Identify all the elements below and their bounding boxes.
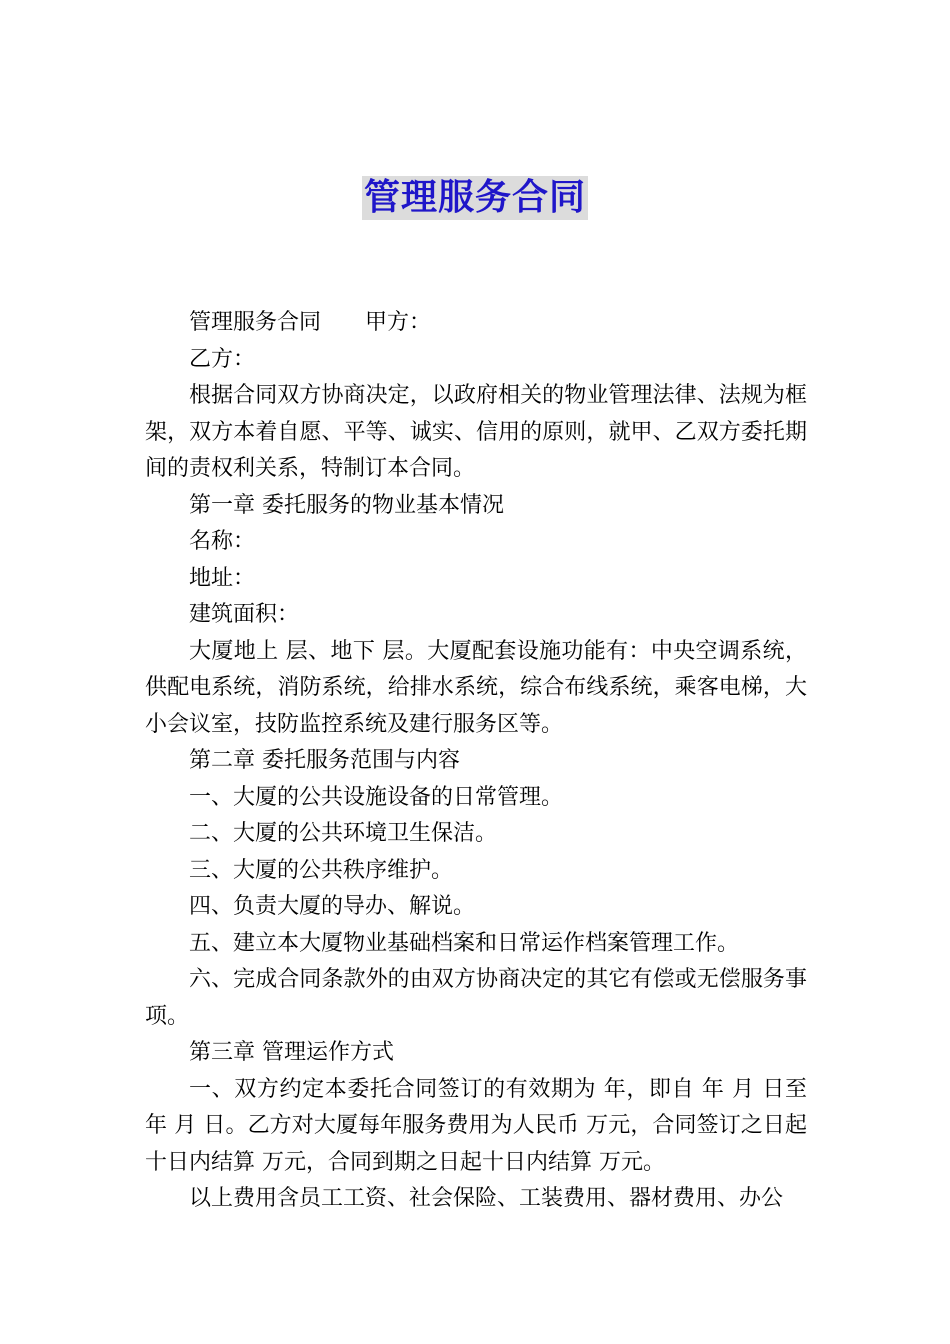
- paragraph-party-b: 乙方：: [189, 346, 256, 372]
- paragraph-preamble: 根据合同双方协商决定，以政府相关的物业管理法律、法规为框架，双方本着自愿、平等、诚实、信用的原则，就甲、乙双方委托期间的责权利关系，特制订本合同。: [145, 383, 807, 481]
- paragraph-fee-includes: 以上费用含员工工资、社会保险、工装费用、器材费用、办公: [189, 1186, 784, 1211]
- paragraph-facilities: 大厦地上 层、地下 层。大厦配套设施功能有：中央空调系统，供配电系统，消防系统，给排水系统，综合布线系统，乘客电梯，大小会议室，技防监控系统及建行服务区等。: [145, 638, 807, 737]
- chapter-1-heading: 第一章 委托服务的物业基本情况: [189, 492, 504, 518]
- document-title: 管理服务合同: [363, 177, 586, 218]
- list-item: 一、大厦的公共设施设备的日常管理。: [189, 784, 564, 810]
- list-item: 三、大厦的公共秩序维护。: [189, 857, 454, 883]
- document-body: [145, 305, 807, 1218]
- list-item: 六、完成合同条款外的由双方协商决定的其它有偿或无偿服务事项。: [145, 967, 807, 1029]
- header-contract-name: 管理服务合同: [189, 310, 322, 335]
- chapter-3-heading: 第三章 管理运作方式: [189, 1040, 394, 1065]
- list-item: 五、建立本大厦物业基础档案和日常运作档案管理工作。: [189, 930, 740, 956]
- paragraph-area: 建筑面积：: [189, 602, 300, 627]
- chapter-2-heading: 第二章 委托服务范围与内容: [189, 748, 460, 773]
- paragraph-address: 地址：: [189, 565, 256, 591]
- header-party-a: 甲方：: [365, 310, 432, 335]
- paragraph-term-fees: 一、双方约定本委托合同签订的有效期为 年，即自 年 月 日至 年 月 日。乙方对大厦每年服务费用为人民币 万元，合同签订之日起十日内结算 万元，合同到期之日起十日内结算 万元。: [145, 1076, 807, 1175]
- paragraph-name: 名称：: [189, 529, 256, 554]
- paragraph-header-line: [145, 305, 807, 342]
- list-item: 四、负责大厦的导办、解说。: [189, 894, 476, 919]
- list-item: 二、大厦的公共环境卫生保洁。: [189, 821, 498, 846]
- title-container: [0, 176, 950, 220]
